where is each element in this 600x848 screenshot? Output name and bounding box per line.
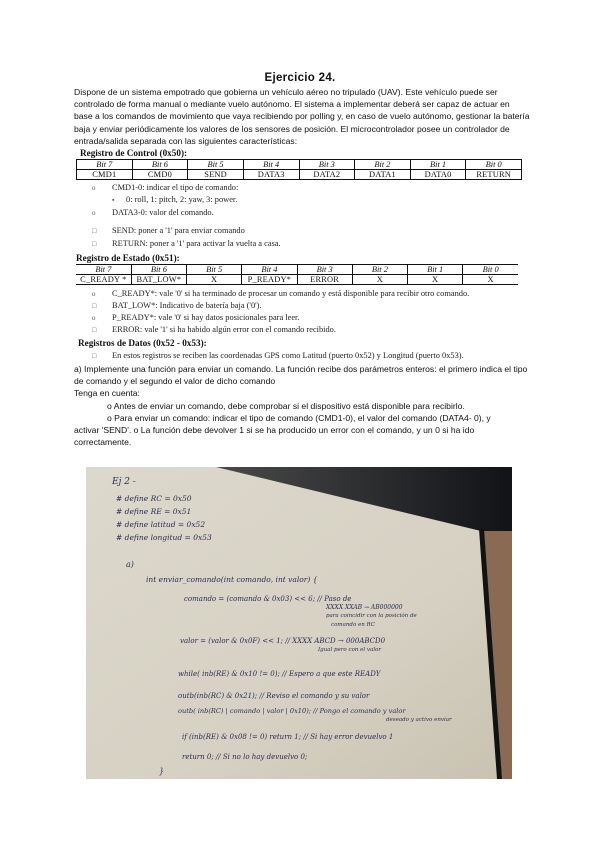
handwritten-line: comando = (comando & 0x03) << 6; // Paso de [184, 595, 352, 603]
list-item: □ ERROR: vale '1' si ha habido algún error con el comando recibido. [92, 325, 336, 334]
status-register-table [76, 264, 518, 285]
handwritten-solution-photo [86, 467, 512, 779]
handwritten-line: XXXX XXAB → AB000000 [326, 604, 403, 611]
handwritten-line: a) [126, 560, 134, 569]
handwritten-line: } [159, 767, 165, 776]
handwritten-line: deseado y activo enviar [386, 717, 452, 723]
list-item: o CMD1-0: indicar el tipo de comando: [92, 183, 239, 192]
cell: Bit 7 [77, 160, 133, 170]
handwritten-line: valor = (valor & 0x0F) << 1; // XXXX ABCD → 000ABCD0 [180, 637, 386, 645]
cell: RETURN [466, 170, 522, 180]
cell: Bit 0 [466, 160, 522, 170]
consideration-line: o Antes de enviar un comando, debe comprobar si el dispositivo está disponible para recibirlo. [107, 401, 465, 411]
cell: SEND [188, 170, 244, 180]
handwritten-line: # define RC = 0x50 [116, 494, 192, 503]
handwritten-line: para coincidir con la posición de [326, 613, 417, 619]
control-bits-row [77, 160, 522, 170]
data-registers-title: Registros de Datos (0x52 - 0x53): [78, 338, 207, 348]
handwritten-line: outb(inb(RC) & 0x21); // Reviso el comando y su valor [178, 692, 370, 700]
handwritten-line: comando en RC [331, 622, 375, 628]
cell: Bit 0 [463, 265, 518, 275]
list-item: □ RETURN: poner a '1' para activar la vuelta a casa. [92, 239, 281, 248]
handwritten-line: Ej 2 - [112, 477, 136, 487]
square-bullet-icon: □ [92, 302, 97, 310]
list-item: o DATA3-0: valor del comando. [92, 208, 214, 217]
handwritten-line: return 0; // Si no lo hay devuelvo 0; [182, 753, 308, 761]
tenga-en-cuenta-label: Tenga en cuenta: [74, 388, 140, 398]
exercise-title: Ejercicio 24. [264, 72, 336, 84]
handwritten-line: # define longitud = 0x53 [116, 533, 212, 542]
cell: Bit 5 [188, 160, 244, 170]
cell: DATA1 [355, 170, 411, 180]
square-bullet-icon: □ [92, 326, 97, 334]
control-register-title: Registro de Control (0x50): [80, 148, 188, 158]
square-bullet-icon: □ [92, 240, 97, 248]
list-item: ▪ 0: roll, 1: pitch, 2: yaw, 3: power. [112, 195, 238, 204]
cell: DATA0 [410, 170, 466, 180]
consideration-line: correctamente. [74, 437, 132, 447]
cell: Bit 1 [410, 160, 466, 170]
cell: CMD1 [77, 170, 133, 180]
cell: Bit 2 [352, 265, 407, 275]
circle-bullet-icon: o [92, 209, 96, 217]
cell: X [352, 275, 407, 285]
question-a: a) Implemente una función para enviar un comando. La función recibe dos parámetros enteros: el primero indica el tipo de comando y el segundo el valor de dicho comando [74, 364, 528, 386]
circle-bullet-icon: o [92, 290, 96, 298]
cell: C_READY * [76, 275, 131, 285]
control-register-table [76, 159, 522, 180]
cell: ERROR [297, 275, 352, 285]
consideration-line: activar 'SEND'. o La función debe devolver 1 si se ha producido un error con el comando, y un 0 si ha ido [74, 425, 475, 435]
list-item: o P_READY*: vale '0' si hay datos posicionales para leer. [92, 313, 300, 322]
cell: CMD0 [132, 170, 188, 180]
handwritten-line: # define RE = 0x51 [116, 507, 192, 516]
cell: X [187, 275, 242, 285]
cell: Bit 2 [355, 160, 411, 170]
cell: DATA3 [243, 170, 299, 180]
list-item: o C_READY*: vale '0' si ha terminado de procesar un comando y está disponible para recibir otro comando. [92, 289, 470, 298]
cell: Bit 3 [297, 265, 352, 275]
handwritten-line: Igual pero con el valor [318, 647, 382, 653]
list-item: □ En estos registros se reciben las coordenadas GPS como Latitud (puerto 0x52) y Longitud (puerto 0x53). [92, 351, 464, 360]
cell: Bit 1 [408, 265, 463, 275]
cell: X [463, 275, 518, 285]
cell: DATA2 [299, 170, 355, 180]
cell: BAT_LOW* [131, 275, 186, 285]
status-bits-row [76, 265, 518, 275]
circle-bullet-icon: o [92, 184, 96, 192]
cell: Bit 4 [242, 265, 297, 275]
handwritten-line: int enviar_comando(int comando, int valor) { [146, 575, 318, 584]
cell: Bit 4 [243, 160, 299, 170]
handwritten-line: # define latitud = 0x52 [116, 520, 206, 529]
square-bullet-icon: ▪ [112, 196, 115, 204]
cell: Bit 3 [299, 160, 355, 170]
handwritten-line: if (inb(RE) & 0x08 != 0) return 1; // Si hay error devuelvo 1 [182, 733, 394, 741]
handwritten-line: while( inb(RE) & 0x10 != 0); // Espero a que este READY [178, 670, 381, 678]
handwritten-line: outb( inb(RC) | comando | valor | 0x10); // Pongo el comando y valor [178, 707, 406, 715]
list-item: □ SEND: poner a '1' para enviar comando [92, 226, 245, 235]
cell: Bit 6 [132, 160, 188, 170]
cell: Bit 7 [76, 265, 131, 275]
consideration-line: o Para enviar un comando: indicar el tipo de comando (CMD1-0), el valor del comando (DATA4- 0), y [107, 413, 491, 423]
cell: Bit 6 [131, 265, 186, 275]
cell: Bit 5 [187, 265, 242, 275]
circle-bullet-icon: o [92, 314, 96, 322]
status-names-row [76, 275, 518, 285]
cell: X [408, 275, 463, 285]
control-names-row [77, 170, 522, 180]
list-item: □ BAT_LOW*: Indicativo de batería baja ('0'). [92, 301, 262, 310]
status-register-title: Registro de Estado (0x51): [76, 253, 180, 263]
intro-paragraph: Dispone de un sistema empotrado que gobierna un vehículo aéreo no tripulado (UAV). Este vehículo puede ser controlado de forma manual o mediante vuelo autónomo. El sistema a implementar deberá ser capaz de actuar en base a los comandos de movimiento que vaya recibiendo por polling y, en caso de vuelo autónomo, gestionar la batería baja y enviar periódicamente los valores de los sensores de posición. El microcontrolador posee un controlador de entrada/salida separada con las siguientes características: [74, 87, 530, 146]
cell: P_READY* [242, 275, 297, 285]
square-bullet-icon: □ [92, 227, 97, 235]
square-bullet-icon: □ [92, 352, 97, 360]
